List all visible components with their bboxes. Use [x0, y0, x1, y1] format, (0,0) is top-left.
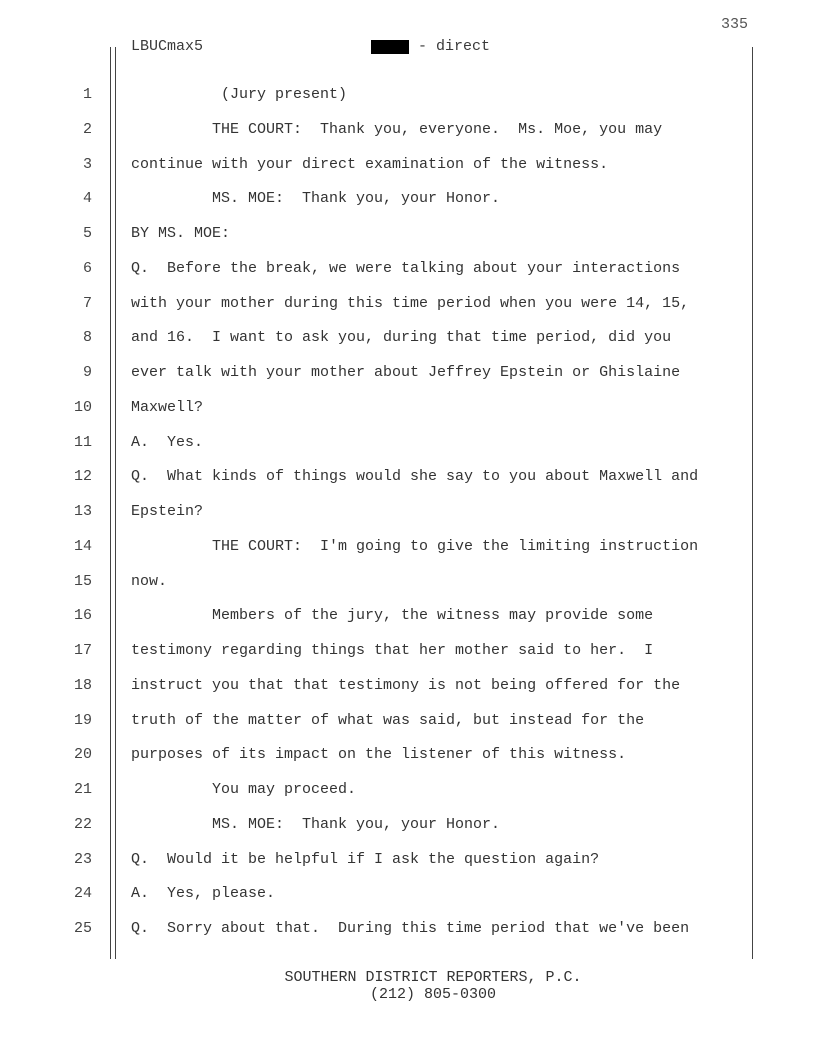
line-number: 20 [73, 746, 92, 764]
transcript-line [0, 737, 816, 772]
transcript-line [0, 216, 816, 251]
transcript-line [0, 147, 816, 182]
line-text: now. [131, 572, 168, 590]
transcript-line [0, 355, 816, 390]
line-text: and 16. I want to ask you, during that time period, did you [131, 329, 672, 347]
line-number: 6 [82, 259, 92, 277]
line-number: 16 [73, 607, 92, 625]
transcript-line [0, 77, 816, 112]
line-text: Q. Would it be helpful if I ask the question again? [131, 850, 600, 868]
examination-type: - direct [418, 38, 491, 55]
transcript-line [0, 598, 816, 633]
line-number: 2 [82, 120, 92, 138]
line-number: 24 [73, 885, 92, 903]
line-number: 19 [73, 711, 92, 729]
line-text: THE COURT: I'm going to give the limiting instruction [131, 537, 699, 555]
line-number: 5 [82, 225, 92, 242]
line-text: A. Yes. [131, 433, 204, 451]
line-number: 15 [73, 572, 92, 590]
line-number: 1 [82, 86, 92, 103]
line-text: Epstein? [131, 503, 204, 520]
transcript-line [0, 772, 816, 807]
line-number: 7 [82, 294, 92, 312]
line-text: A. Yes, please. [131, 885, 276, 903]
transcript-line [0, 459, 816, 494]
line-text: THE COURT: Thank you, everyone. Ms. Moe, you may [131, 120, 663, 138]
line-number: 13 [73, 503, 92, 520]
line-number: 21 [73, 781, 92, 798]
reporter-phone: (212) 805-0300 [369, 986, 497, 1003]
line-number: 10 [73, 398, 92, 416]
case-code: LBUCmax5 [131, 38, 204, 55]
line-number: 18 [73, 676, 92, 694]
line-text: instruct you that that testimony is not being offered for the [131, 676, 681, 694]
line-text: Maxwell? [131, 398, 204, 416]
line-text: (Jury present) [131, 86, 348, 103]
line-text: You may proceed. [131, 781, 357, 798]
line-number: 14 [73, 537, 92, 555]
line-number: 17 [73, 642, 92, 659]
transcript-line [0, 911, 816, 946]
footer [0, 969, 816, 1003]
redaction-box [371, 40, 409, 54]
line-text: MS. MOE: Thank you, your Honor. [131, 815, 501, 833]
transcript-line [0, 286, 816, 321]
line-text: with your mother during this time period when you were 14, 15, [131, 294, 690, 312]
transcript-line [0, 251, 816, 286]
line-text: Q. Sorry about that. During this time period that we've been [131, 920, 690, 937]
line-text: Members of the jury, the witness may provide some [131, 607, 654, 625]
line-number: 25 [73, 920, 92, 937]
transcript-line [0, 876, 816, 911]
transcript-line [0, 842, 816, 877]
page-number: 335 [720, 16, 748, 33]
line-text: continue with your direct examination of the witness. [131, 155, 609, 173]
transcript-line [0, 668, 816, 703]
line-number: 8 [82, 329, 92, 347]
transcript-line [0, 425, 816, 460]
transcript-line [0, 807, 816, 842]
line-number: 9 [82, 364, 92, 381]
line-number: 3 [82, 155, 92, 173]
transcript-line [0, 320, 816, 355]
transcript-line [0, 181, 816, 216]
transcript-line [0, 564, 816, 599]
line-number: 11 [73, 433, 92, 451]
transcript-line [0, 112, 816, 147]
line-text: Q. Before the break, we were talking about your interactions [131, 259, 681, 277]
transcript-line [0, 633, 816, 668]
transcript-line [0, 529, 816, 564]
line-text: truth of the matter of what was said, but instead for the [131, 711, 645, 729]
line-number: 23 [73, 850, 92, 868]
line-number: 4 [82, 190, 92, 208]
line-text: testimony regarding things that her mother said to her. I [131, 642, 654, 659]
witness-header [371, 38, 490, 55]
transcript-line [0, 494, 816, 529]
line-text: Q. What kinds of things would she say to you about Maxwell and [131, 468, 699, 486]
transcript-lines [0, 77, 816, 946]
line-text: BY MS. MOE: [131, 225, 231, 242]
transcript-line [0, 703, 816, 738]
transcript-line [0, 390, 816, 425]
reporter-name: SOUTHERN DISTRICT REPORTERS, P.C. [284, 969, 582, 986]
line-text: ever talk with your mother about Jeffrey Epstein or Ghislaine [131, 364, 681, 381]
line-number: 12 [73, 468, 92, 486]
line-text: MS. MOE: Thank you, your Honor. [131, 190, 501, 208]
line-number: 22 [73, 815, 92, 833]
line-text: purposes of its impact on the listener of this witness. [131, 746, 627, 764]
